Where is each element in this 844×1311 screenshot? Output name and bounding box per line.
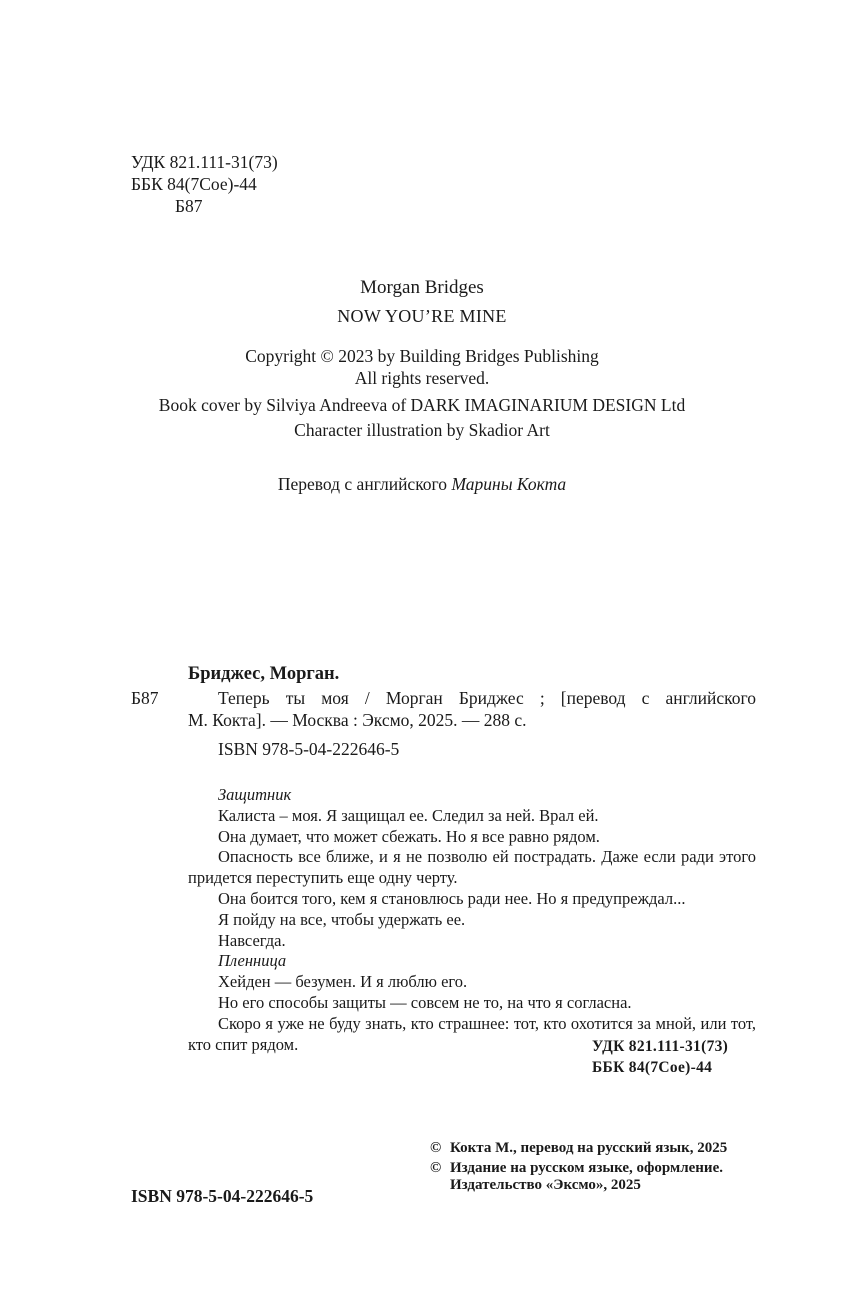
original-copyright: Copyright © 2023 by Building Bridges Publishing [245,346,599,366]
top-author-mark: Б87 [175,196,203,216]
annotation-paragraph: Калиста – моя. Я защищал ее. Следил за ней. Врал ей. [218,805,599,825]
translation-copyright-text: Кокта М., перевод на русский язык, 2025 [450,1140,728,1156]
edition-copyright [430,1160,770,1195]
bottom-bbk-code: ББК 84(7Сое)-44 [592,1059,713,1076]
annotation-heading-protector: Защитник [218,785,292,804]
original-rights: All rights reserved. [354,368,490,388]
annotation-paragraph: Но его способы защиты — совсем не то, на что я согласна. [218,992,632,1012]
bibliographic-line-1: Теперь ты моя / Морган Бриджес ; [перевод с английского [218,688,756,708]
annotation-paragraph: Хейден — безумен. И я люблю его. [218,972,468,992]
bibliographic-isbn: ISBN 978-5-04-222646-5 [218,739,400,759]
annotation-paragraph: Она думает, что может сбежать. Но я все равно рядом. [218,826,600,846]
annotation-paragraph: Опасность все ближе, и я не позволю ей пострадать. Даже если ради этого придется переступить еще одну черту. [188,847,756,888]
bibliographic-line-2: М. Кокта]. — Москва : Эксмо, 2025. — 288 с. [188,710,527,730]
copyright-block [430,1140,770,1197]
translation-credit [0,473,844,495]
annotation-paragraph: Я пойду на все, чтобы удержать ее. [218,909,466,929]
bibliographic-entry [188,687,756,760]
annotation-paragraph: Навсегда. [218,930,286,950]
copyright-symbol: © [430,1140,442,1156]
translation-copyright [430,1140,770,1158]
annotation-heading-captive: Пленница [218,951,287,971]
original-illustration-credit: Character illustration by Skadior Art [294,420,550,440]
bottom-udk-code: УДК 821.111-31(73) [592,1038,729,1055]
annotation-paragraph: Она боится того, кем я становлюсь ради нее. Но я предупреждал... [218,888,686,908]
bibliographic-heading: Бриджес, Морган. [188,664,340,684]
annotation [188,785,756,1055]
annotation-paragraph: Скоро я уже не буду знать, кто страшнее: тот, кто охотится за мной, или тот, кто спит рядом. [188,1013,756,1054]
bibliographic-mark: Б87 [131,688,159,708]
original-author: Morgan Bridges [360,277,484,298]
edition-copyright-text: Издание на русском языке, оформление. Издательство «Эксмо», 2025 [450,1159,723,1193]
translation-prefix: Перевод с английского [277,474,448,494]
original-title: NOW YOU’RE MINE [337,306,507,326]
copyright-symbol: © [430,1159,442,1176]
top-udk-code: УДК 821.111-31(73) [131,152,278,172]
original-cover-credit: Book cover by Silviya Andreeva of DARK IMAGINARIUM DESIGN Ltd [158,395,686,415]
translator-name: Марины Кокта [451,474,567,494]
top-bbk-code: ББК 84(7Сое)-44 [131,174,257,194]
footer-isbn: ISBN 978-5-04-222646-5 [131,1186,314,1206]
